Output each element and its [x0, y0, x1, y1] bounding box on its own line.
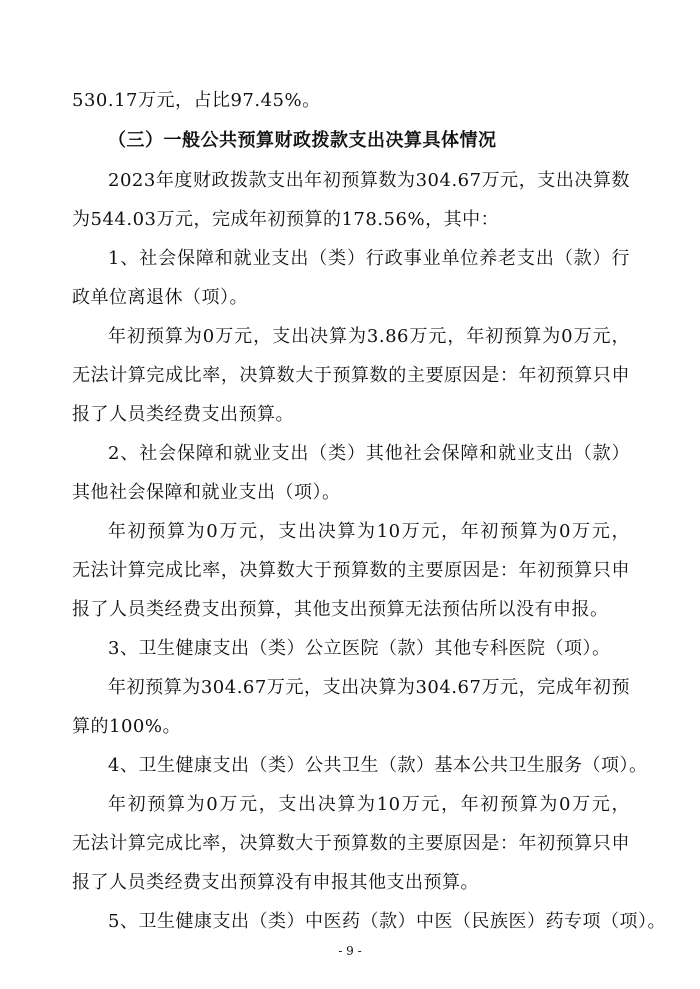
text-line-21: 报了人员类经费支出预算没有申报其他支出预算。 — [72, 872, 479, 893]
text-line-18: 4、卫生健康支出（类）公共卫生（款）基本公共卫生服务（项）。 — [108, 755, 648, 776]
text-line-11: 其他社会保障和就业支出（项）。 — [72, 482, 341, 503]
text-line-6: 政单位离退休（项）。 — [72, 287, 248, 308]
page-number: - 9 - — [338, 944, 362, 958]
text-line-4: 为544.03万元，完成年初预算的178.56%，其中： — [72, 209, 500, 230]
text-line-14: 报了人员类经费支出预算，其他支出预算无法预估所以没有申报。 — [72, 599, 609, 620]
text-line-12: 年初预算为0万元，支出决算为10万元，年初预算为0万元， — [108, 521, 630, 542]
text-line-17: 算的100%。 — [72, 716, 181, 737]
text-line-7: 年初预算为0万元，支出决算为3.86万元，年初预算为0万元， — [108, 326, 630, 347]
text-line-10: 2、社会保障和就业支出（类）其他社会保障和就业支出（款） — [108, 443, 630, 464]
text-line-16: 年初预算为304.67万元，支出决算为304.67万元，完成年初预 — [108, 677, 630, 698]
text-line-20: 无法计算完成比率，决算数大于预算数的主要原因是：年初预算只申 — [72, 833, 630, 854]
text-line-5: 1、社会保障和就业支出（类）行政事业单位养老支出（款）行 — [108, 248, 630, 269]
section-heading: （三）一般公共预算财政拨款支出决算具体情况 — [108, 130, 497, 151]
text-line-8: 无法计算完成比率，决算数大于预算数的主要原因是：年初预算只申 — [72, 365, 630, 386]
text-line-22: 5、卫生健康支出（类）中医药（款）中医（民族医）药专项（项）。 — [108, 911, 666, 932]
text-line-9: 报了人员类经费支出预算。 — [72, 404, 294, 425]
text-line-1: 530.17万元，占比97.45%。 — [72, 90, 321, 111]
text-line-13: 无法计算完成比率，决算数大于预算数的主要原因是：年初预算只申 — [72, 560, 630, 581]
text-line-19: 年初预算为0万元，支出决算为10万元，年初预算为0万元， — [108, 794, 630, 815]
text-line-3: 2023年度财政拨款支出年初预算数为304.67万元，支出决算数 — [108, 170, 630, 191]
text-line-15: 3、卫生健康支出（类）公立医院（款）其他专科医院（项）。 — [108, 638, 611, 659]
